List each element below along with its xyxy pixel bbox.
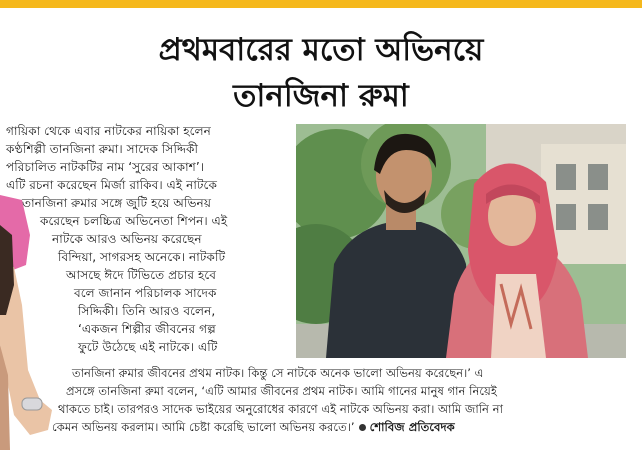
- body-line-11: সিদ্দিকী। তিনি আরও বলেন,: [78, 304, 216, 318]
- body-line-3: পরিচালিত নাটকটির নাম ‘সুরের আকাশ’।: [6, 160, 205, 174]
- body-line-10: বলে জানান পরিচালক সাদেক: [74, 286, 217, 300]
- top-accent-bar: [0, 0, 642, 8]
- body-line-1: গায়িকা থেকে এবার নাটকের নায়িকা হলেন: [6, 124, 211, 138]
- body-line-17-text: কেমন অভিনয় করলাম। আমি চেষ্টা করেছি ভালো অভিনয় করতে।’: [52, 420, 355, 434]
- article-photo: [296, 124, 626, 358]
- body-line-17: [52, 419, 455, 436]
- headline-line-2: তানজিনা রুমা: [233, 78, 409, 114]
- body-line-7: নাটকে আরও অভিনয় করেছেন: [52, 232, 202, 246]
- body-line-6: করেছেন চলচ্চিত্র অভিনেতা শিপন। এই: [40, 214, 228, 228]
- side-figure-image: [0, 195, 60, 450]
- body-line-8: বিন্দিয়া, সাগরসহ অনেকে। নাটকটি: [58, 250, 226, 264]
- bullet-icon: [359, 424, 366, 431]
- byline-credit: শোবিজ প্রতিবেদক: [369, 420, 455, 434]
- body-line-2: কণ্ঠশিল্পী তানজিনা রুমা। সাদেক সিদ্দিকী: [6, 142, 198, 156]
- body-line-12: ‘একজন শিল্পীর জীবনের গল্প: [78, 322, 216, 336]
- body-line-15: প্রসঙ্গে তানজিনা রুমা বলেন, ‘এটি আমার জীবনের প্রথম নাটক। আমি গানের মানুষ গান নিয়েই: [66, 384, 497, 398]
- body-line-16: থাকতে চাই। তারপরও সাদেক ভাইয়ের অনুরোধের কারণে এই নাটকে অভিনয় করা। আমি জানি না: [58, 402, 503, 416]
- headline-line-1: প্রথমবারের মতো অভিনয়ে: [158, 32, 484, 68]
- body-line-9: আসছে ঈদে টিভিতে প্রচার হবে: [66, 268, 217, 282]
- body-line-5: তানজিনা রুমার সঙ্গে জুটি হয়ে অভিনয়: [22, 196, 211, 210]
- body-line-4: এটি রচনা করেছেন মির্জা রাকিব। এই নাটকে: [6, 178, 217, 192]
- body-line-14: তানজিনা রুমার জীবনের প্রথম নাটক। কিন্তু সে নাটকে অনেক ভালো অভিনয় করেছেন।’ এ: [72, 366, 484, 380]
- body-line-13: ফুটে উঠেছে এই নাটকে। এটি: [78, 340, 218, 354]
